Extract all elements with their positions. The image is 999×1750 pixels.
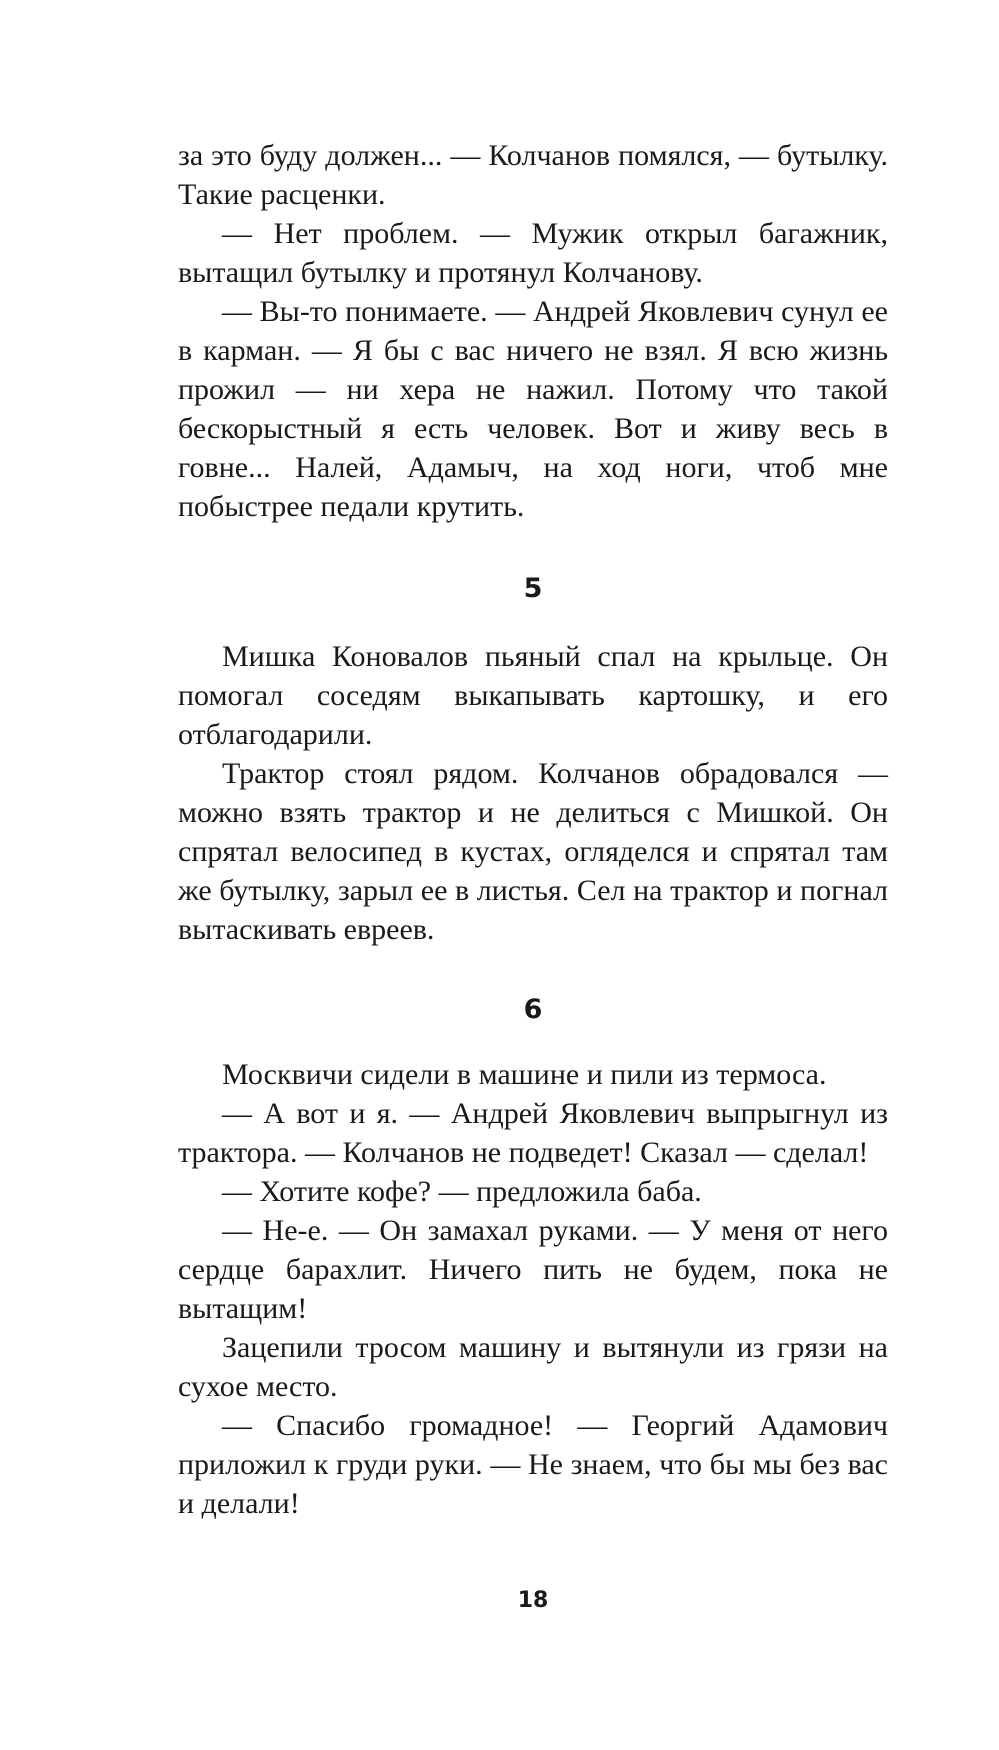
paragraph: за это буду должен... — Колчанов помялся, — бутылку. Такие расценки. bbox=[178, 139, 888, 211]
paragraph: Зацепили тросом машину и вытянули из грязи на сухое место. bbox=[178, 1331, 888, 1403]
section-number-6: 6 bbox=[523, 994, 543, 1025]
paragraph: — Вы-то понимаете. — Андрей Яковлевич сунул ее в карман. — Я бы с вас ничего не взял. Я всю жизнь прожил — ни хера не нажил. Потому что такой бескорыстный я есть человек. Вот и живу весь в говне... Налей, Адамыч, на ход ноги, чтоб мне побыстрее педали крутить. bbox=[178, 295, 888, 523]
paragraph: — Не-е. — Он замахал руками. — У меня от него сердце барахлит. Ничего пить не будем, пока не вытащим! bbox=[178, 1214, 888, 1325]
paragraph: — А вот и я. — Андрей Яковлевич выпрыгнул из трактора. — Колчанов не подведет! Сказал — сделал! bbox=[178, 1097, 888, 1169]
section-5-text bbox=[178, 637, 888, 949]
paragraph: — Спасибо громадное! — Георгий Адамович приложил к груди руки. — Не знаем, что бы мы без вас и делали! bbox=[178, 1409, 888, 1520]
page-number: 18 bbox=[517, 1588, 549, 1613]
paragraph: — Хотите кофе? — предложила баба. bbox=[222, 1175, 702, 1208]
paragraph: Мишка Коновалов пьяный спал на крыльце. Он помогал соседям выкапывать картошку, и его отблагодарили. bbox=[178, 640, 888, 751]
paragraph: Трактор стоял рядом. Колчанов обрадовался — можно взять трактор и не делиться с Мишкой. Он спрятал велосипед в кустах, огляделся и спрятал там же бутылку, зарыл ее в листья. Сел на трактор и погнал вытаскивать евреев. bbox=[178, 757, 888, 946]
section-6-text bbox=[178, 1055, 888, 1523]
paragraph: Москвичи сидели в машине и пили из термоса. bbox=[222, 1058, 827, 1091]
paragraph: — Нет проблем. — Мужик открыл багажник, вытащил бутылку и протянул Колчанову. bbox=[178, 217, 888, 289]
section-number-5: 5 bbox=[523, 573, 543, 604]
section-continuation-text bbox=[178, 136, 888, 526]
